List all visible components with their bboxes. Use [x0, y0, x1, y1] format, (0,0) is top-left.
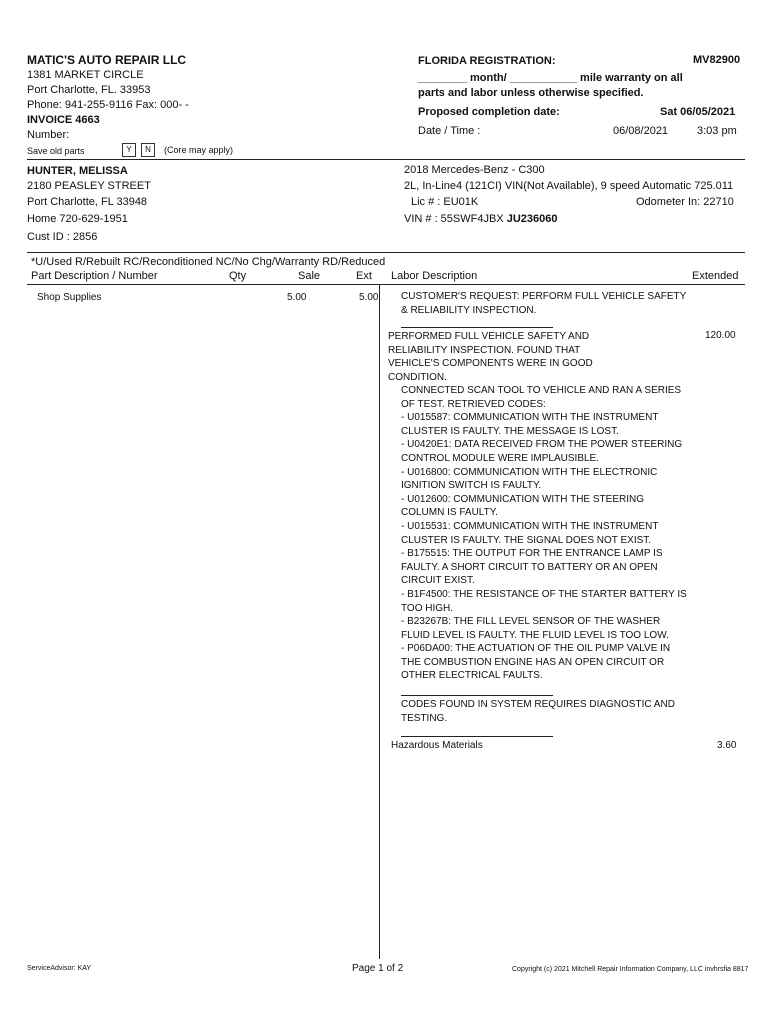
detail-line: OTHER ELECTRICAL FAULTS. — [401, 670, 543, 682]
vehicle-vin — [404, 213, 557, 225]
col-ext: Ext — [356, 270, 372, 282]
details-underline — [401, 695, 553, 696]
copyright: Copyright (c) 2021 Mitchell Repair Information Company, LLC invhrsfia 8817 — [512, 966, 749, 973]
shop-address: 1381 MARKET CIRCLE — [27, 69, 144, 81]
detail-line: - B175515: THE OUTPUT FOR THE ENTRANCE LAMP IS — [401, 548, 663, 560]
columns-divider — [27, 284, 745, 285]
request-line: CUSTOMER'S REQUEST: PERFORM FULL VEHICLE SAFETY — [401, 291, 687, 302]
parts-labor-separator — [379, 284, 380, 959]
detail-line: - U015587: COMMUNICATION WITH THE INSTRUMENT — [401, 412, 659, 424]
header-divider — [27, 159, 745, 160]
odometer-in: Odometer In: 22710 — [636, 196, 734, 208]
detail-line: FLUID LEVEL IS FAULTY. THE FLUID LEVEL IS TOO LOW. — [401, 629, 669, 641]
performed-line: PERFORMED FULL VEHICLE SAFETY AND — [388, 331, 590, 342]
detail-line: IGNITION SWITCH IS FAULTY. — [401, 480, 542, 492]
date-time-label: Date / Time : — [418, 125, 481, 137]
detail-line: CLUSTER IS FAULTY. THE MESSAGE IS LOST. — [401, 425, 619, 437]
performed-block — [388, 330, 740, 384]
customer-city: Port Charlotte, FL 33948 — [27, 196, 148, 208]
detail-line: CIRCUIT EXIST. — [401, 575, 475, 587]
detail-line: CONNECTED SCAN TOOL TO VEHICLE AND RAN A SERIES — [401, 385, 682, 396]
shop-phone: Phone: 941-255-9116 Fax: 000- - — [27, 99, 189, 111]
status-legend: *U/Used R/Rebuilt RC/Reconditioned NC/No Chg/Warranty RD/Reduced — [31, 256, 386, 268]
save-old-parts-label: Save old parts — [27, 146, 85, 156]
detail-line: CONTROL MODULE WERE IMPLAUSIBLE. — [401, 452, 599, 464]
detail-line: - U016800: COMMUNICATION WITH THE ELECTRONIC — [401, 466, 658, 478]
number-label: Number: — [27, 129, 70, 141]
vehicle-model: 2018 Mercedes-Benz - C300 — [404, 164, 545, 176]
shop-name: MATIC'S AUTO REPAIR LLC — [27, 53, 187, 67]
customer-request — [401, 290, 753, 317]
core-note: (Core may apply) — [164, 145, 234, 155]
detail-line: - B1F4500: THE RESISTANCE OF THE STARTER BATTERY IS — [401, 588, 687, 600]
vin-suffix: JU236060 — [506, 213, 558, 225]
col-sale: Sale — [298, 270, 321, 282]
col-part-description: Part Description / Number — [31, 270, 158, 282]
detail-line: CLUSTER IS FAULTY. THE SIGNAL DOES NOT EXIST. — [401, 534, 652, 546]
hazmat-amount: 3.60 — [717, 740, 737, 751]
detail-line: - B23267B: THE FILL LEVEL SENSOR OF THE WASHER — [401, 616, 661, 628]
detail-line: - U015531: COMMUNICATION WITH THE INSTRUMENT — [401, 520, 659, 532]
customer-id: Cust ID : 2856 — [27, 231, 98, 243]
scan-details — [401, 384, 753, 683]
vehicle-engine: 2L, In-Line4 (121CI) VIN(Not Available), 9 speed Automatic 725.011 — [404, 180, 734, 192]
proposed-completion-label: Proposed completion date: — [418, 106, 560, 118]
vin-prefix: VIN # : 55SWF4JBX — [404, 213, 507, 225]
part-sale: 5.00 — [287, 292, 307, 303]
save-parts-yes-box[interactable]: Y — [122, 143, 136, 157]
performed-line: CONDITION. — [388, 371, 447, 383]
detail-line: COLUMN IS FAULTY. — [401, 507, 498, 519]
performed-line: VEHICLE'S COMPONENTS WERE IN GOOD — [388, 358, 593, 370]
detail-line: - P06DA00: THE ACTUATION OF THE OIL PUMP VALVE IN — [401, 643, 671, 655]
request-line: & RELIABILITY INSPECTION. — [401, 304, 537, 316]
detail-line: TOO HIGH. — [401, 602, 454, 614]
invoice-date: 06/08/2021 — [613, 125, 669, 137]
col-qty: Qty — [229, 270, 247, 282]
codes-underline — [401, 736, 553, 737]
service-advisor: ServiceAdvisor: KAY — [27, 965, 92, 972]
detail-line: - U0420E1: DATA RECEIVED FROM THE POWER STEERING — [401, 439, 683, 451]
performed-amount: 120.00 — [705, 330, 736, 341]
codes-found — [401, 698, 753, 725]
hazmat-label: Hazardous Materials — [391, 740, 483, 751]
codes-line: TESTING. — [401, 712, 448, 724]
part-ext: 5.00 — [359, 292, 379, 303]
vehicle-license: Lic # : EU01K — [411, 196, 479, 208]
col-extended: Extended — [692, 270, 739, 282]
invoice-number: INVOICE 4663 — [27, 114, 100, 126]
registration-label: FLORIDA REGISTRATION: — [418, 55, 556, 67]
vehicle-divider — [27, 252, 745, 253]
invoice-time: 3:03 pm — [697, 125, 737, 137]
warranty-line-1: ________ month/ ___________ mile warranty on all — [418, 72, 683, 84]
registration-number: MV82900 — [693, 54, 741, 66]
proposed-completion-date: Sat 06/05/2021 — [660, 106, 736, 118]
page-indicator: Page 1 of 2 — [352, 963, 404, 974]
warranty-line-2: parts and labor unless otherwise specified. — [418, 87, 644, 99]
detail-line: FAULTY. A SHORT CIRCUIT TO BATTERY OR AN OPEN — [401, 561, 658, 573]
save-parts-no-box[interactable]: N — [141, 143, 155, 157]
col-labor-description: Labor Description — [391, 270, 478, 282]
customer-street: 2180 PEASLEY STREET — [27, 180, 151, 192]
shop-city: Port Charlotte, FL. 33953 — [27, 84, 151, 96]
detail-line: - U012600: COMMUNICATION WITH THE STEERING — [401, 493, 644, 505]
detail-line: THE COMBUSTION ENGINE HAS AN OPEN CIRCUIT OR — [401, 656, 665, 668]
request-underline — [401, 327, 553, 328]
part-description: Shop Supplies — [37, 292, 102, 303]
customer-phone: Home 720-629-1951 — [27, 213, 128, 225]
codes-line: CODES FOUND IN SYSTEM REQUIRES DIAGNOSTIC AND — [401, 699, 675, 710]
performed-line: RELIABILITY INSPECTION. FOUND THAT — [388, 344, 581, 356]
detail-line: OF TEST. RETRIEVED CODES: — [401, 398, 546, 410]
customer-name: HUNTER, MELISSA — [27, 165, 128, 177]
